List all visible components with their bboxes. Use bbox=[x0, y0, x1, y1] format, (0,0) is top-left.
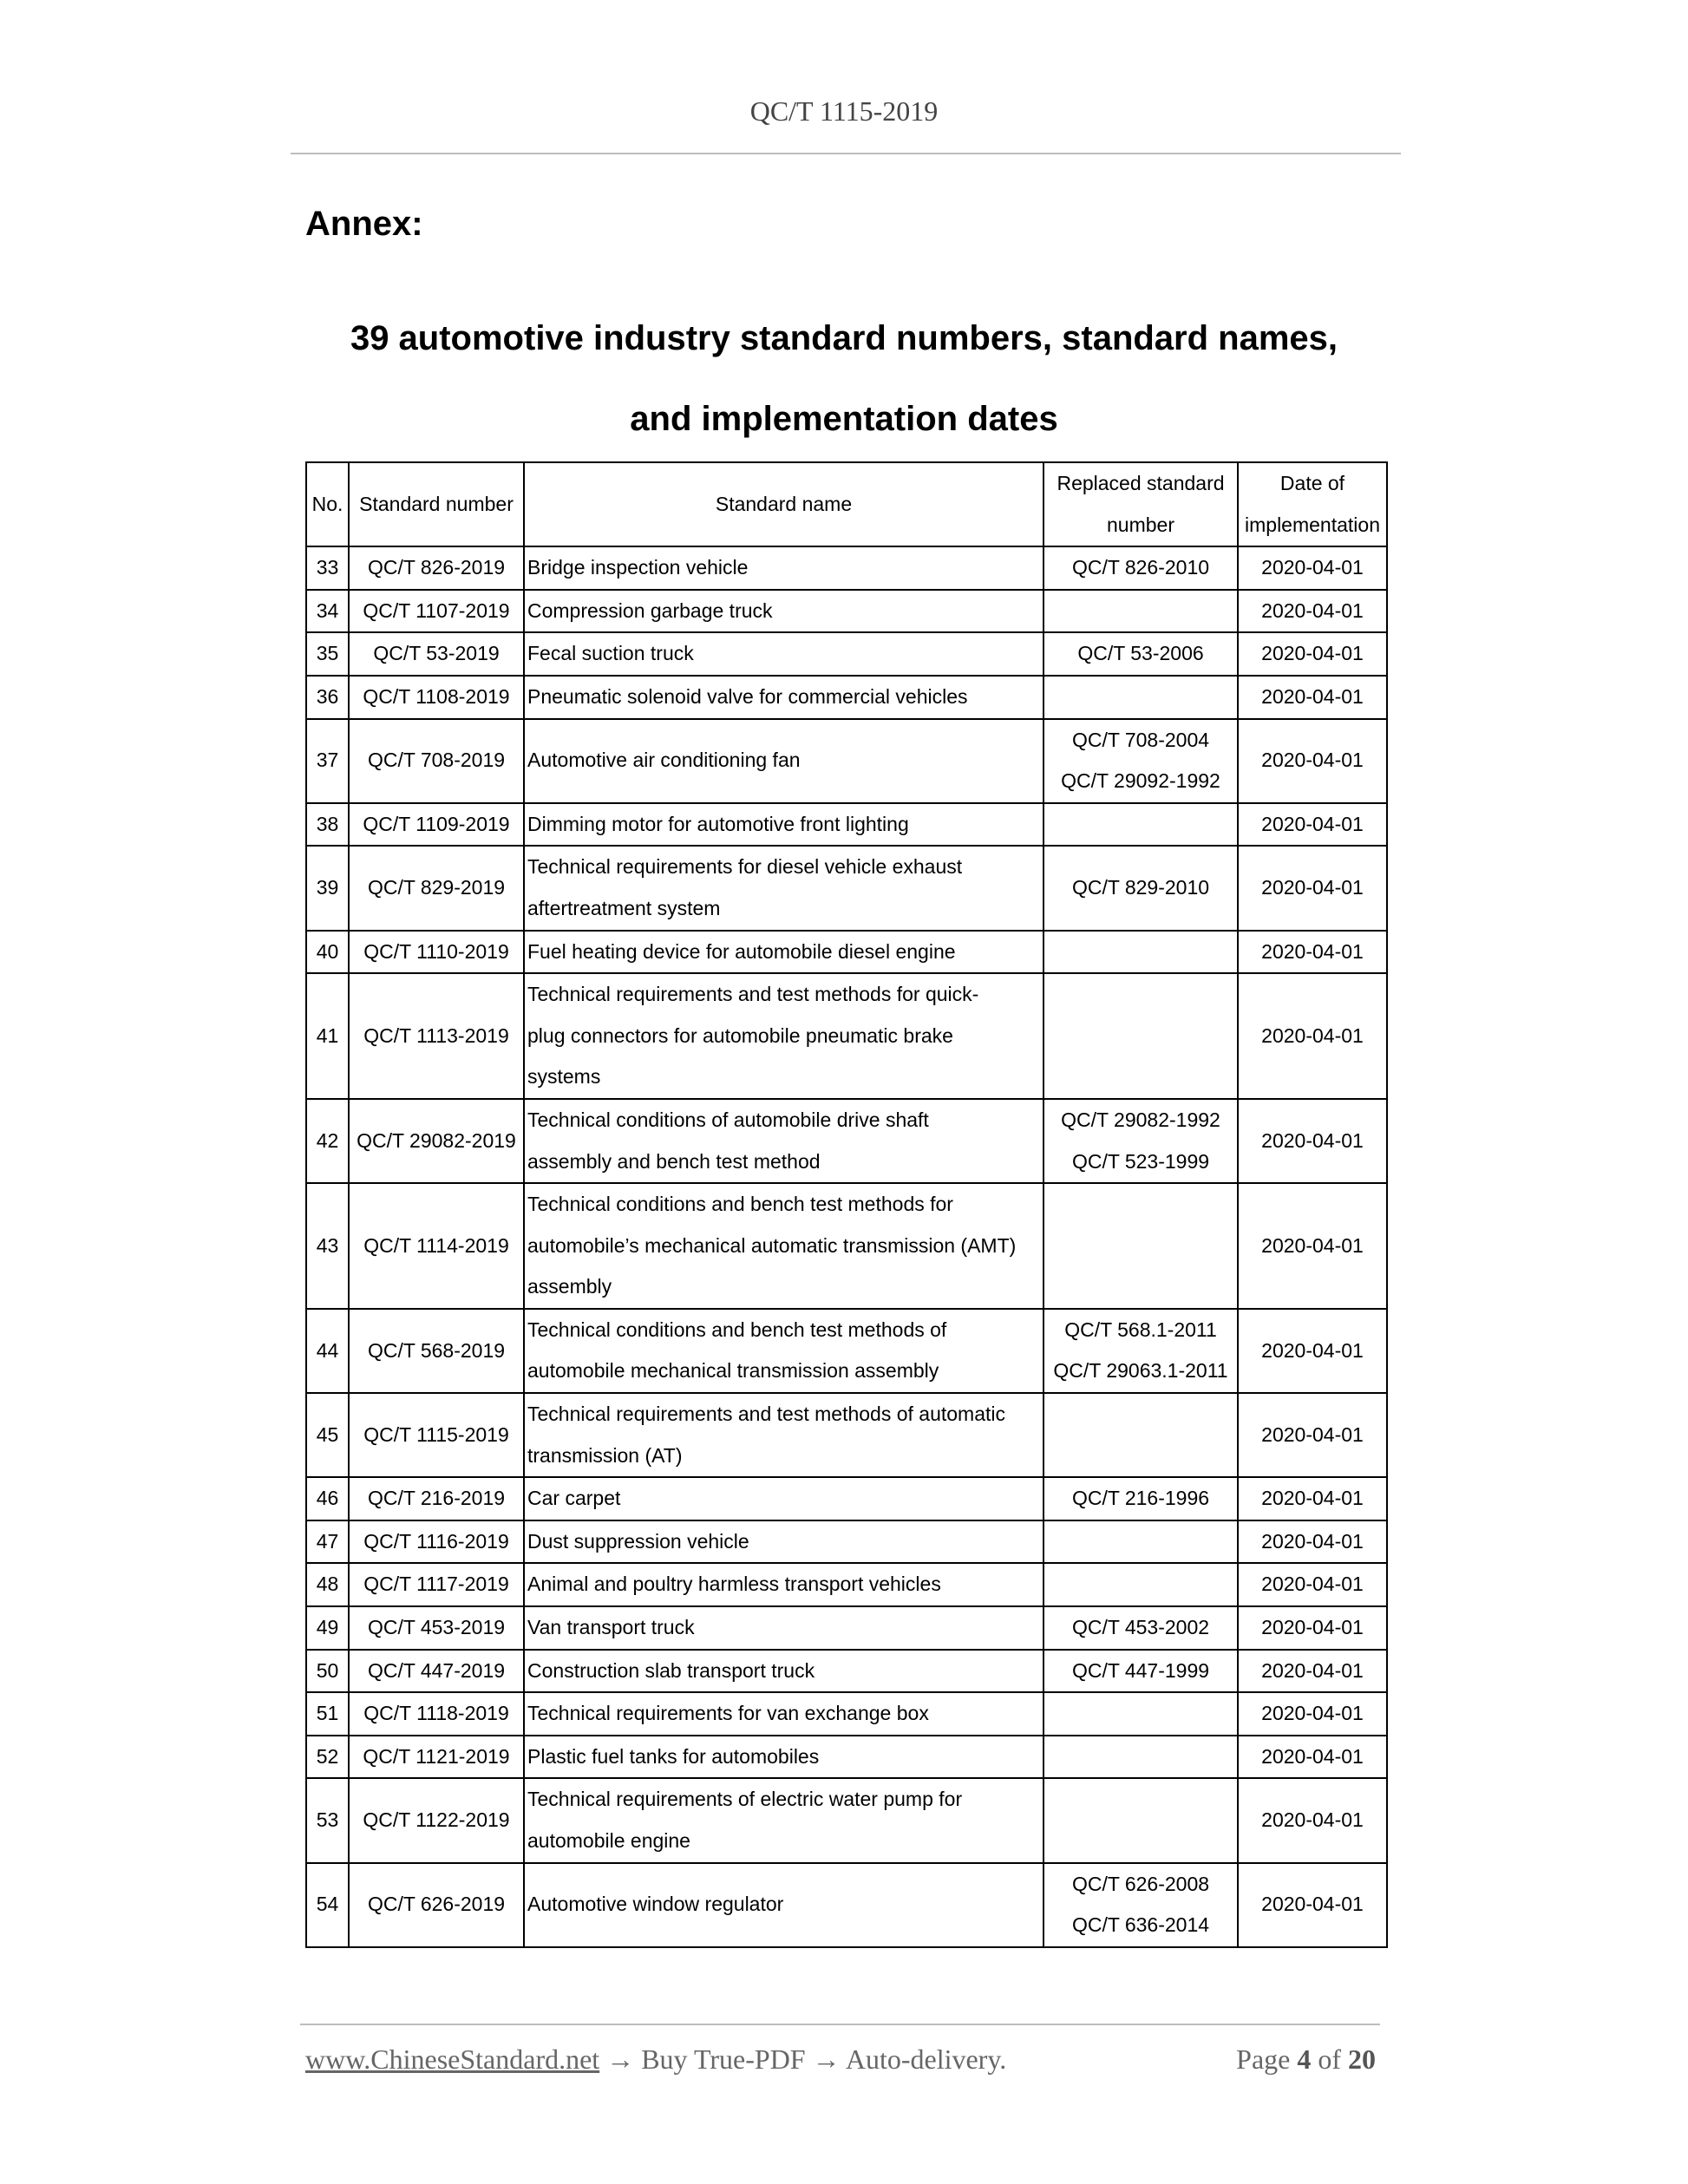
table-row bbox=[306, 846, 1387, 930]
page-number: 4 bbox=[1297, 2043, 1312, 2075]
row-implementation-date: 2020-04-01 bbox=[1238, 1393, 1387, 1477]
row-standard-name bbox=[524, 973, 1044, 1099]
row-no: 48 bbox=[306, 1563, 349, 1606]
row-implementation-date: 2020-04-01 bbox=[1238, 1778, 1387, 1862]
row-no: 40 bbox=[306, 931, 349, 974]
standard-name-line: Plastic fuel tanks for automobiles bbox=[527, 1744, 820, 1768]
row-implementation-date: 2020-04-01 bbox=[1238, 1863, 1387, 1947]
annex-heading: Annex: bbox=[305, 205, 423, 243]
row-standard-name bbox=[524, 1183, 1044, 1309]
row-standard-name bbox=[524, 1309, 1044, 1393]
standard-name-line: Technical requirements for diesel vehicle exhaust bbox=[527, 855, 963, 879]
row-standard-name bbox=[524, 1520, 1044, 1564]
row-implementation-date: 2020-04-01 bbox=[1238, 1099, 1387, 1183]
row-replaced-standard bbox=[1044, 1692, 1238, 1736]
standard-name-line: Animal and poultry harmless transport vehicles bbox=[527, 1573, 941, 1596]
header-replaced-standard-number bbox=[1044, 462, 1238, 546]
row-standard-number: QC/T 216-2019 bbox=[349, 1477, 524, 1520]
row-replaced-standard bbox=[1044, 931, 1238, 974]
table-row bbox=[306, 1650, 1387, 1693]
standard-name-line: systems bbox=[527, 1065, 601, 1089]
standard-name-line: automobile engine bbox=[527, 1829, 690, 1852]
row-implementation-date: 2020-04-01 bbox=[1238, 846, 1387, 930]
page-label: Page bbox=[1236, 2043, 1291, 2075]
row-implementation-date: 2020-04-01 bbox=[1238, 1520, 1387, 1564]
row-standard-name bbox=[524, 676, 1044, 719]
replaced-standard-line: QC/T 568.1-2011 bbox=[1064, 1318, 1217, 1341]
row-standard-name bbox=[524, 803, 1044, 847]
row-replaced-standard bbox=[1044, 1778, 1238, 1862]
row-implementation-date: 2020-04-01 bbox=[1238, 1309, 1387, 1393]
row-replaced-standard bbox=[1044, 1863, 1238, 1947]
row-standard-number: QC/T 1116-2019 bbox=[349, 1520, 524, 1564]
table-row bbox=[306, 1863, 1387, 1947]
row-replaced-standard bbox=[1044, 973, 1238, 1099]
row-replaced-standard bbox=[1044, 590, 1238, 633]
row-replaced-standard bbox=[1044, 1099, 1238, 1183]
standards-table bbox=[305, 461, 1388, 1948]
replaced-standard-line: QC/T 826-2010 bbox=[1071, 556, 1210, 579]
row-implementation-date: 2020-04-01 bbox=[1238, 1736, 1387, 1779]
header-date-of-implementation bbox=[1238, 462, 1387, 546]
standard-name-line: Technical conditions of automobile drive shaft bbox=[527, 1108, 929, 1131]
row-implementation-date: 2020-04-01 bbox=[1238, 803, 1387, 847]
standard-name-line: plug connectors for automobile pneumatic brake bbox=[527, 1023, 953, 1047]
row-implementation-date: 2020-04-01 bbox=[1238, 632, 1387, 676]
row-replaced-standard bbox=[1044, 546, 1238, 590]
row-no: 47 bbox=[306, 1520, 349, 1564]
row-no: 54 bbox=[306, 1863, 349, 1947]
table-row bbox=[306, 1606, 1387, 1650]
row-replaced-standard bbox=[1044, 1393, 1238, 1477]
row-standard-number: QC/T 29082-2019 bbox=[349, 1099, 524, 1183]
table-row bbox=[306, 931, 1387, 974]
row-standard-number: QC/T 708-2019 bbox=[349, 719, 524, 803]
row-no: 36 bbox=[306, 676, 349, 719]
row-standard-number: QC/T 568-2019 bbox=[349, 1309, 524, 1393]
table-row bbox=[306, 632, 1387, 676]
row-standard-name bbox=[524, 1477, 1044, 1520]
table-row bbox=[306, 590, 1387, 633]
standard-name-line: Technical requirements and test methods for quick- bbox=[527, 983, 979, 1006]
row-no: 34 bbox=[306, 590, 349, 633]
row-standard-number: QC/T 626-2019 bbox=[349, 1863, 524, 1947]
row-standard-name bbox=[524, 931, 1044, 974]
standard-name-line: Bridge inspection vehicle bbox=[527, 556, 749, 579]
row-replaced-standard bbox=[1044, 632, 1238, 676]
table-row bbox=[306, 1099, 1387, 1183]
table-row bbox=[306, 676, 1387, 719]
replaced-standard-line: QC/T 626-2008 bbox=[1071, 1872, 1210, 1895]
replaced-standard-line: QC/T 453-2002 bbox=[1071, 1616, 1210, 1639]
row-implementation-date: 2020-04-01 bbox=[1238, 590, 1387, 633]
row-standard-name bbox=[524, 1563, 1044, 1606]
row-replaced-standard bbox=[1044, 1563, 1238, 1606]
page-total: 20 bbox=[1348, 2043, 1376, 2075]
standard-name-line: automobile mechanical transmission assembly bbox=[527, 1359, 939, 1383]
row-standard-name bbox=[524, 590, 1044, 633]
row-standard-number: QC/T 1115-2019 bbox=[349, 1393, 524, 1477]
row-no: 37 bbox=[306, 719, 349, 803]
standard-name-line: Fecal suction truck bbox=[527, 642, 694, 665]
row-replaced-standard bbox=[1044, 676, 1238, 719]
row-standard-number: QC/T 1118-2019 bbox=[349, 1692, 524, 1736]
standard-name-line: Compression garbage truck bbox=[527, 598, 773, 622]
row-replaced-standard bbox=[1044, 1736, 1238, 1779]
replaced-standard-line: QC/T 447-1999 bbox=[1071, 1658, 1210, 1682]
row-implementation-date: 2020-04-01 bbox=[1238, 931, 1387, 974]
replaced-standard-line: QC/T 636-2014 bbox=[1071, 1913, 1210, 1937]
row-no: 41 bbox=[306, 973, 349, 1099]
standard-name-line: Technical conditions and bench test methods for bbox=[527, 1193, 953, 1216]
row-standard-number: QC/T 1113-2019 bbox=[349, 973, 524, 1099]
standard-name-line: Dimming motor for automotive front lighting bbox=[527, 812, 909, 835]
row-no: 39 bbox=[306, 846, 349, 930]
header-date-line: implementation bbox=[1245, 513, 1380, 536]
table-row bbox=[306, 1563, 1387, 1606]
header-replaced-line: number bbox=[1107, 513, 1174, 536]
replaced-standard-line: QC/T 29092-1992 bbox=[1061, 769, 1220, 793]
row-replaced-standard bbox=[1044, 1606, 1238, 1650]
standard-name-line: Technical requirements of electric water pump for bbox=[527, 1788, 963, 1811]
replaced-standard-line: QC/T 29082-1992 bbox=[1061, 1108, 1220, 1131]
table-row bbox=[306, 1736, 1387, 1779]
row-implementation-date: 2020-04-01 bbox=[1238, 1606, 1387, 1650]
footer-divider bbox=[300, 2024, 1380, 2025]
table-row bbox=[306, 546, 1387, 590]
header-standard-name: Standard name bbox=[524, 462, 1044, 546]
row-standard-number: QC/T 826-2019 bbox=[349, 546, 524, 590]
row-standard-name bbox=[524, 1863, 1044, 1947]
standard-name-line: Fuel heating device for automobile diesel engine bbox=[527, 939, 956, 963]
table-row bbox=[306, 1520, 1387, 1564]
standard-name-line: Car carpet bbox=[527, 1487, 621, 1510]
row-standard-name bbox=[524, 719, 1044, 803]
row-standard-name bbox=[524, 546, 1044, 590]
header-replaced-line: Replaced standard bbox=[1057, 472, 1225, 494]
row-replaced-standard bbox=[1044, 803, 1238, 847]
row-replaced-standard bbox=[1044, 846, 1238, 930]
standard-name-line: Technical conditions and bench test methods of bbox=[527, 1318, 947, 1341]
row-no: 45 bbox=[306, 1393, 349, 1477]
row-standard-number: QC/T 829-2019 bbox=[349, 846, 524, 930]
row-no: 53 bbox=[306, 1778, 349, 1862]
standard-name-line: Van transport truck bbox=[527, 1616, 695, 1639]
table-row bbox=[306, 803, 1387, 847]
standard-name-line: automobile’s mechanical automatic transmission (AMT) bbox=[527, 1233, 1017, 1257]
row-standard-name bbox=[524, 1606, 1044, 1650]
standard-name-line: Pneumatic solenoid valve for commercial vehicles bbox=[527, 684, 968, 708]
table-header-row bbox=[306, 462, 1387, 546]
replaced-standard-line: QC/T 523-1999 bbox=[1071, 1149, 1210, 1173]
buy-true-pdf-text: Buy True-PDF bbox=[641, 2043, 806, 2075]
row-replaced-standard bbox=[1044, 719, 1238, 803]
standard-name-line: assembly bbox=[527, 1275, 612, 1298]
table-row bbox=[306, 1309, 1387, 1393]
replaced-standard-line: QC/T 829-2010 bbox=[1071, 876, 1210, 899]
row-standard-number: QC/T 1122-2019 bbox=[349, 1778, 524, 1862]
row-no: 46 bbox=[306, 1477, 349, 1520]
row-no: 49 bbox=[306, 1606, 349, 1650]
row-replaced-standard bbox=[1044, 1183, 1238, 1309]
row-no: 35 bbox=[306, 632, 349, 676]
row-standard-number: QC/T 1107-2019 bbox=[349, 590, 524, 633]
row-standard-name bbox=[524, 1393, 1044, 1477]
row-replaced-standard bbox=[1044, 1650, 1238, 1693]
table-row bbox=[306, 1183, 1387, 1309]
table-title-line-1: 39 automotive industry standard numbers, standard names, bbox=[350, 319, 1338, 357]
replaced-standard-line: QC/T 708-2004 bbox=[1071, 728, 1210, 751]
row-standard-number: QC/T 53-2019 bbox=[349, 632, 524, 676]
auto-delivery-text: Auto-delivery. bbox=[845, 2043, 1007, 2075]
table-row bbox=[306, 719, 1387, 803]
row-no: 50 bbox=[306, 1650, 349, 1693]
row-implementation-date: 2020-04-01 bbox=[1238, 546, 1387, 590]
standard-name-line: Automotive window regulator bbox=[527, 1893, 784, 1916]
row-standard-name bbox=[524, 846, 1044, 930]
row-implementation-date: 2020-04-01 bbox=[1238, 1563, 1387, 1606]
standard-name-line: transmission (AT) bbox=[527, 1443, 683, 1467]
row-standard-name bbox=[524, 1099, 1044, 1183]
row-standard-number: QC/T 447-2019 bbox=[349, 1650, 524, 1693]
row-implementation-date: 2020-04-01 bbox=[1238, 1477, 1387, 1520]
row-implementation-date: 2020-04-01 bbox=[1238, 1692, 1387, 1736]
row-standard-name bbox=[524, 1650, 1044, 1693]
standard-name-line: Construction slab transport truck bbox=[527, 1658, 815, 1682]
standard-name-line: aftertreatment system bbox=[527, 896, 721, 919]
row-implementation-date: 2020-04-01 bbox=[1238, 973, 1387, 1099]
header-standard-number: Standard number bbox=[349, 462, 524, 546]
row-no: 44 bbox=[306, 1309, 349, 1393]
row-no: 38 bbox=[306, 803, 349, 847]
page-indicator bbox=[1236, 2043, 1376, 2076]
row-standard-number: QC/T 1117-2019 bbox=[349, 1563, 524, 1606]
row-no: 51 bbox=[306, 1692, 349, 1736]
row-standard-name bbox=[524, 1778, 1044, 1862]
standard-name-line: Dust suppression vehicle bbox=[527, 1529, 749, 1553]
website-link[interactable]: www.ChineseStandard.net bbox=[305, 2043, 600, 2075]
row-no: 43 bbox=[306, 1183, 349, 1309]
table-row bbox=[306, 1477, 1387, 1520]
row-no: 42 bbox=[306, 1099, 349, 1183]
row-replaced-standard bbox=[1044, 1520, 1238, 1564]
of-label: of bbox=[1318, 2043, 1341, 2075]
table-title-line-2: and implementation dates bbox=[630, 400, 1058, 438]
table-row bbox=[306, 1393, 1387, 1477]
arrow-right-icon: → bbox=[812, 2043, 841, 2075]
row-standard-number: QC/T 1108-2019 bbox=[349, 676, 524, 719]
table-row bbox=[306, 1692, 1387, 1736]
row-standard-name bbox=[524, 1736, 1044, 1779]
row-standard-number: QC/T 453-2019 bbox=[349, 1606, 524, 1650]
row-implementation-date: 2020-04-01 bbox=[1238, 1183, 1387, 1309]
table-row bbox=[306, 973, 1387, 1099]
row-no: 33 bbox=[306, 546, 349, 590]
row-no: 52 bbox=[306, 1736, 349, 1779]
page-footer bbox=[305, 2043, 1376, 2076]
table-row bbox=[306, 1778, 1387, 1862]
table-body bbox=[306, 546, 1387, 1947]
standard-name-line: Technical requirements for van exchange box bbox=[527, 1702, 929, 1725]
row-implementation-date: 2020-04-01 bbox=[1238, 1650, 1387, 1693]
standard-name-line: assembly and bench test method bbox=[527, 1149, 821, 1173]
row-standard-number: QC/T 1109-2019 bbox=[349, 803, 524, 847]
row-implementation-date: 2020-04-01 bbox=[1238, 676, 1387, 719]
row-standard-name bbox=[524, 632, 1044, 676]
row-standard-name bbox=[524, 1692, 1044, 1736]
row-implementation-date: 2020-04-01 bbox=[1238, 719, 1387, 803]
row-standard-number: QC/T 1121-2019 bbox=[349, 1736, 524, 1779]
replaced-standard-line: QC/T 216-1996 bbox=[1071, 1487, 1210, 1510]
header-divider bbox=[291, 153, 1401, 154]
row-standard-number: QC/T 1110-2019 bbox=[349, 931, 524, 974]
replaced-standard-line: QC/T 29063.1-2011 bbox=[1053, 1359, 1228, 1383]
document-id-header: QC/T 1115-2019 bbox=[749, 95, 939, 127]
header-date-line: Date of bbox=[1279, 472, 1345, 494]
standard-name-line: Technical requirements and test methods of automatic bbox=[527, 1403, 1006, 1426]
header-no: No. bbox=[306, 462, 349, 546]
arrow-right-icon: → bbox=[606, 2043, 635, 2075]
standard-name-line: Automotive air conditioning fan bbox=[527, 749, 801, 772]
row-replaced-standard bbox=[1044, 1309, 1238, 1393]
replaced-standard-line: QC/T 53-2006 bbox=[1077, 642, 1204, 665]
row-standard-number: QC/T 1114-2019 bbox=[349, 1183, 524, 1309]
row-replaced-standard bbox=[1044, 1477, 1238, 1520]
